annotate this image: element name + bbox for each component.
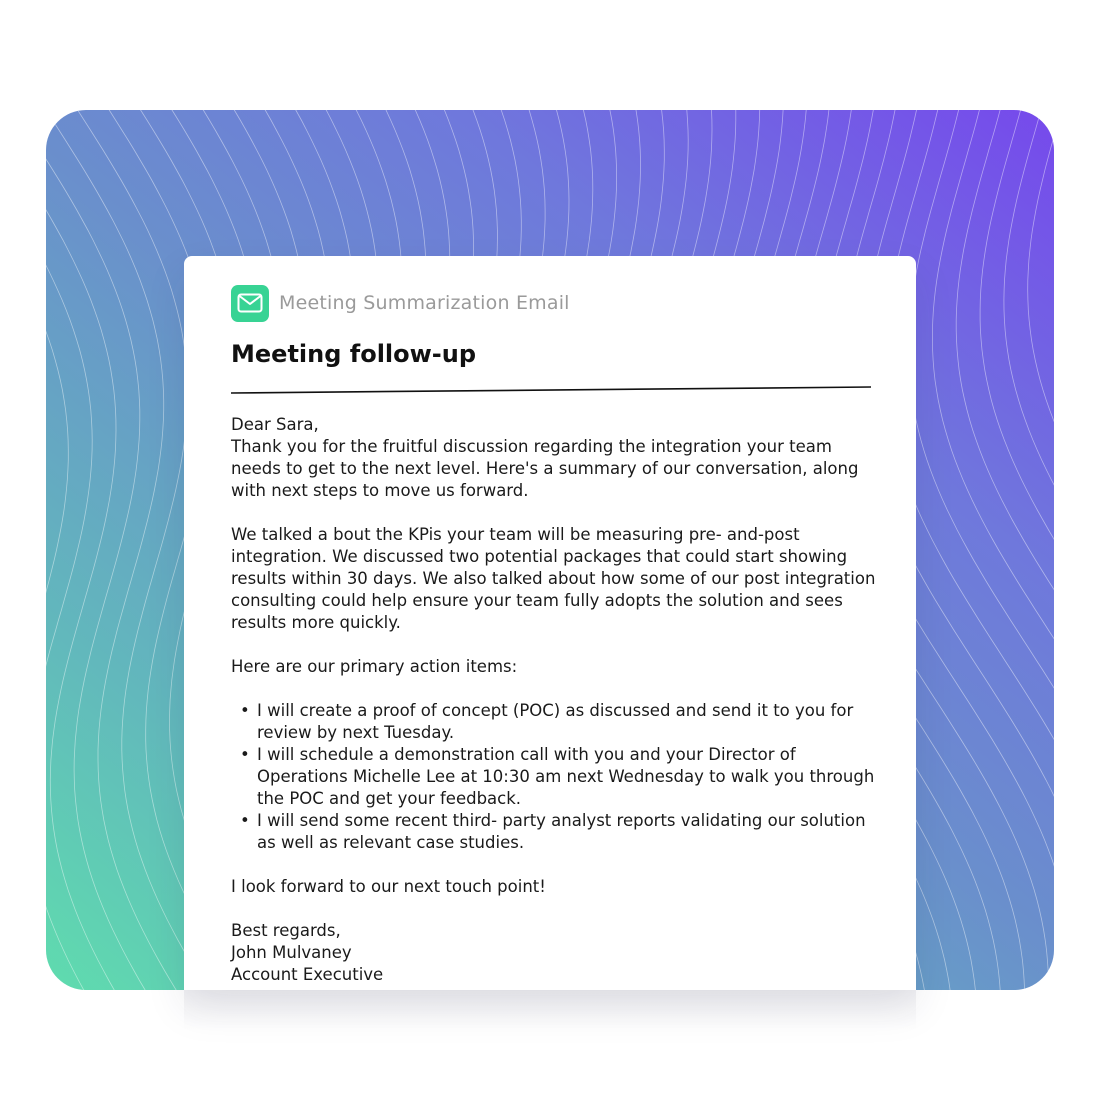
- wave-line: [1004, 110, 1054, 990]
- email-subject: Meeting follow-up: [231, 340, 477, 368]
- email-paragraph: Thank you for the fruitful discussion regarding the integration your team needs to get to the next level. Here's a summary of our conversation, along with next steps to move us forward.: [231, 437, 859, 500]
- email-body: [231, 414, 881, 986]
- card-shadow: [184, 990, 916, 1030]
- closing-line: I look forward to our next touch point!: [231, 877, 546, 896]
- signoff: Best regards,: [231, 921, 341, 940]
- wave-line: [909, 110, 1055, 990]
- action-item: • I will schedule a demonstration call with you and your Director of Operations Michelle Lee at 10:30 am next Wednesday to walk you through the POC and get your feedback.: [231, 744, 881, 810]
- subject-divider: [231, 384, 871, 396]
- action-item: • I will create a proof of concept (POC) as discussed and send it to you for review by next Tuesday.: [231, 700, 881, 744]
- wave-line: [46, 110, 188, 990]
- app-label: Meeting Summarization Email: [279, 292, 570, 314]
- action-items-intro: Here are our primary action items:: [231, 657, 518, 676]
- wave-line: [956, 110, 1054, 990]
- wave-line: [932, 110, 1054, 990]
- wave-line: [46, 110, 68, 990]
- wave-line: [46, 110, 157, 990]
- sender-name: John Mulvaney: [231, 943, 352, 962]
- mail-icon: [231, 285, 269, 322]
- sender-title: Account Executive: [231, 965, 384, 984]
- email-greeting: Dear Sara,: [231, 415, 319, 434]
- email-paragraph: We talked a bout the KPis your team will be measuring pre- and-post integration. We discussed two potential packages that could start showing results within 30 days. We also talked about how some of our post integration consulting could help ensure your team fully adopts the solution and sees results more quickly.: [231, 525, 876, 632]
- email-card: [184, 256, 916, 990]
- wave-line: [1028, 110, 1054, 990]
- wave-line: [46, 110, 95, 990]
- action-item: • I will send some recent third- party analyst reports validating our solution as well as relevant case studies.: [231, 810, 881, 854]
- card-header: [231, 285, 570, 321]
- wave-line: [980, 110, 1054, 990]
- action-items-list: [231, 700, 881, 854]
